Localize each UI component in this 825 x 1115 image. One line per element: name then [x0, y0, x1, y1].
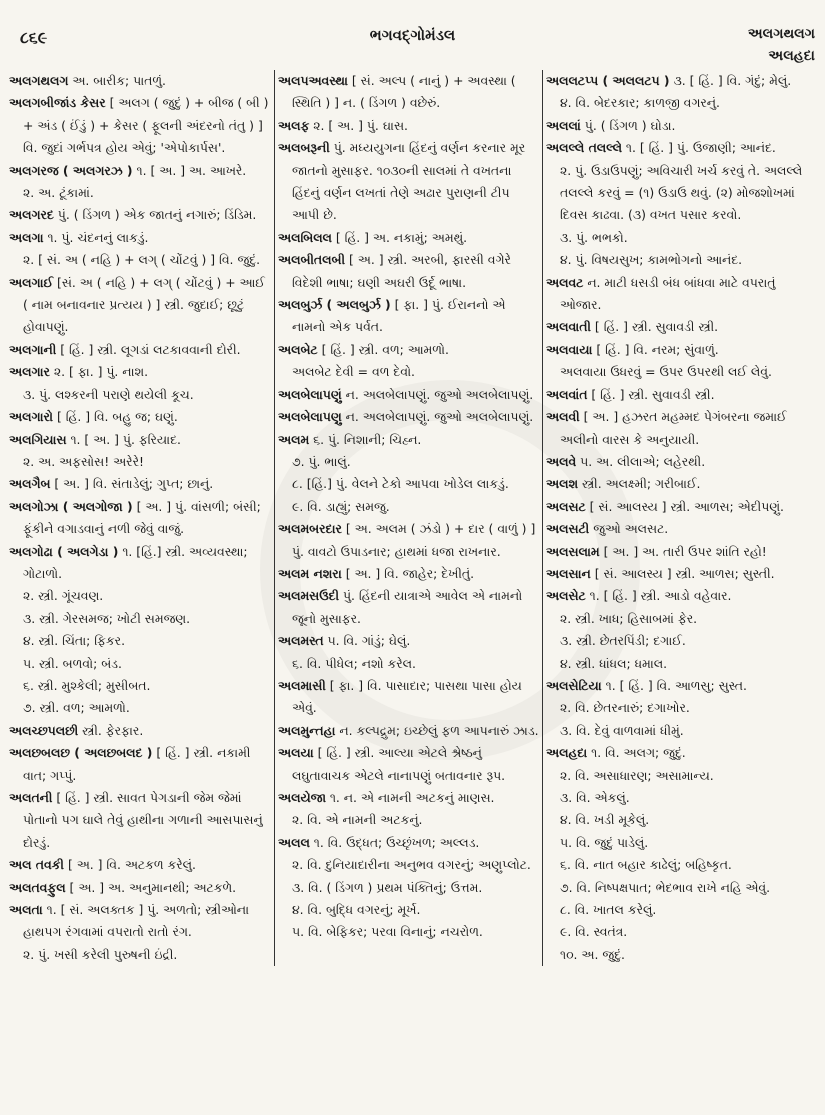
definition: ૧. [ સં. અલક્તક ] પું. અળતો; સ્ત્રીઓના હાથપગ રંગવામાં વપરાતો રાતો રંગ.: [23, 902, 250, 940]
entry-sense: [278, 899, 539, 921]
dictionary-entry: [278, 249, 539, 294]
dictionary-entry: [546, 496, 807, 518]
definition: ન. માટી ધસડી બંધ બાંધવા માટે વપરાતું ઓજાર.: [560, 274, 776, 313]
dictionary-entry: [546, 563, 807, 585]
definition: ૨. સ્ત્રી. ખાધ; હિસાબમાં ફેર.: [560, 610, 698, 626]
dictionary-entry: [9, 742, 271, 787]
definition: ૫. અ. લીલાએ; લહેરથી.: [580, 453, 706, 469]
headword: અલતા: [9, 902, 43, 918]
entry-sense: [278, 496, 539, 518]
dictionary-entry: [278, 227, 539, 249]
page-number: ૮૬૯: [20, 28, 48, 47]
definition: ૬. પું. નિશાની; ચિહ્ન.: [313, 431, 422, 447]
definition: ૮. વિ. ખાતલ કરેલું.: [560, 902, 657, 918]
headword: અલસાન: [546, 565, 591, 581]
definition: ૧૦. અ. જુદું.: [560, 946, 625, 962]
headword: અલવાયા: [546, 341, 593, 357]
headword: અલગબીજાંડ કેસર: [9, 95, 106, 111]
definition: [ અ. ] અ. અનુમાનથી; અટકળે.: [69, 879, 237, 895]
entry-sense: [546, 877, 807, 899]
guide-word-first: અલગથલગ: [747, 26, 815, 42]
headword: અલલટપ્પ ( અલલટપ ): [546, 73, 670, 88]
dictionary-entry: [9, 899, 271, 944]
headword: અલચ્છપલછી: [9, 722, 79, 738]
headword: અલગાઈ: [9, 274, 54, 290]
headword: અલતવફુલ: [9, 879, 66, 895]
guide-word-last: અલહદા: [768, 48, 815, 64]
dictionary-entry: [9, 787, 271, 854]
headword: અલગોઝા ( અલગોજા ): [9, 498, 133, 514]
dictionary-entry: [546, 115, 807, 137]
headword: અલગરજ ( અલગરઝ ): [9, 162, 133, 178]
definition: [ અ. ] વિ. સંતાડેલું; ગુપ્ત; છાનું.: [54, 476, 214, 492]
entry-sense: [546, 944, 807, 966]
definition: [ ફા. ] વિ. પાસાદાર; પાસથા પાસા હોય એવું.: [292, 677, 522, 716]
dictionary-entry: [278, 832, 539, 854]
headword: અલયા: [278, 745, 314, 761]
entry-sense: [546, 720, 807, 742]
dictionary-entry: [278, 406, 539, 428]
entry-sense: [278, 473, 539, 495]
definition: પું. ( ડિંગળ ) એક જાતનું નગારું; ડિંડિમ.: [57, 207, 257, 223]
entry-sense: [278, 809, 539, 831]
definition: ૫. વિ. ગાંડું; ઘેલું.: [327, 633, 411, 649]
dictionary-entry: [278, 630, 539, 652]
headword: અલગોઢા ( અલગેડા ): [9, 543, 119, 559]
definition: ૨. પું. ઉડાઉપણું; અવિચારી ખર્ચ કરવું તે. અલલ્લે તલલ્લે કરવું = (૧) ઉડાઉ થવું. (૨) મોજશોખમાં દિવસ કાઢવા. (૩) વખત પસાર કરવો.: [560, 162, 803, 223]
entry-sense: [546, 899, 807, 921]
definition: ૧. ન. એ નામની અટકનું માણસ.: [329, 790, 495, 805]
column-3: [542, 70, 810, 966]
dictionary-entry: [9, 339, 271, 361]
entry-sense: [546, 765, 807, 787]
definition: ૨. વિ. દુનિયાદારીના અનુભવ વગરનું; અણુપ્લોટ.: [292, 857, 531, 873]
definition: ૧. [ હિં. ] વિ. આળસુ; સુસ્ત.: [605, 677, 747, 693]
headword: અલછબલછ ( અલછબલદ ): [9, 745, 153, 761]
headword: અલવાંત: [546, 386, 588, 402]
headword: અલબીતલબી: [278, 252, 346, 268]
definition: [ અ. ] વિ. અટકળ કરેલું.: [67, 857, 196, 873]
headword: અલવટ: [546, 274, 584, 290]
headword: અલસેટિયા: [546, 677, 602, 693]
dictionary-entry: [278, 384, 539, 406]
definition: સ્ત્રી. અલક્ષ્મી; ગરીબાઈ.: [581, 476, 701, 492]
definition: [ હિં. ] સ્ત્રી. સાવત પેગડાની જેમ જેમાં પોતાનો પગ ઘાલે તેવું હાથીના ગળાની આસપાસનું દોરડું.: [23, 790, 263, 850]
headword: અલમાસી: [278, 677, 326, 693]
entry-sense: [546, 227, 807, 249]
headword: અલમસઉદી: [278, 588, 340, 604]
definition: [ હિં. ] સ્ત્રી. વળ; આમળો.: [321, 341, 449, 357]
definition: ૩. [ હિં. ] વિ. ગંદું; મેલું.: [673, 73, 792, 88]
headword: અલવી: [546, 409, 580, 425]
headword: અલગૈબ: [9, 476, 51, 492]
headword: અલલાં: [546, 117, 581, 133]
definition: ૪. વિ. ખડી મૂકેલું.: [560, 812, 650, 828]
definition: ૫. સ્ત્રી. બળવો; બંડ.: [23, 655, 122, 671]
definition: ૭. સ્ત્રી. વળ; આમળો.: [23, 700, 130, 716]
definition: ૨. વિ. એ નામની અટકનું.: [292, 812, 423, 828]
dictionary-entry: [278, 70, 539, 115]
definition: [સં. અ ( નહિ ) + લગ્ ( ચોંટવું ) + આઈ ( નામ બનાવનાર પ્રત્યય ) ] સ્ત્રી. જુદાઈ; છૂટું હોવાપણું.: [23, 274, 265, 335]
entry-sense: [9, 608, 271, 630]
definition: ૬. સ્ત્રી. મુશ્કેલી; મુસીબત.: [23, 677, 151, 693]
definition: ન. કલ્પદ્રુમ; ઇચ્છેલું ફળ આપનારું ઝાડ.: [339, 722, 539, 738]
entry-sense: [9, 630, 271, 652]
entry-sense: [9, 675, 271, 697]
headword: અલસલામ: [546, 543, 600, 559]
column-1: [6, 70, 274, 966]
definition: [ અલગ ( જુદું ) + બીજ ( બી ) + અંડ ( ઈંડું ) + કેસર ( ફૂલની અંદરનો તંતુ ) ] વિ. જુદાં ગર્ભપત્ર હોય એવું; 'એપોકાર્પસ'.: [23, 95, 269, 156]
definition: [ અ. ] વિ. જાહેર; દેખીતું.: [345, 565, 475, 581]
headword: અલલ: [278, 834, 310, 850]
dictionary-entry: [9, 160, 271, 182]
entry-sense: [546, 653, 807, 675]
definition: ૩. સ્ત્રી. છેતરપિંડી; દગાઈ.: [560, 633, 686, 649]
entry-sense: [9, 451, 271, 473]
dictionary-entry: [278, 563, 539, 585]
headword: અલગરદ: [9, 207, 54, 223]
definition: સ્ત્રી. ફેરફાર.: [82, 722, 144, 738]
dictionary-entry: [9, 70, 271, 92]
dictionary-entry: [546, 137, 807, 159]
definition: ૧. [ અ. ] પું. ફરિયાદ.: [70, 431, 181, 447]
headword: અલલ્લે તલલ્લે: [546, 140, 622, 156]
entry-sense: [546, 809, 807, 831]
entry-sense: [278, 451, 539, 473]
definition: [ હિં. ] સ્ત્રી. સુવાવડી સ્ત્રી.: [594, 319, 719, 335]
dictionary-entry: [546, 272, 807, 317]
entry-sense: [546, 697, 807, 719]
dictionary-entry: [546, 316, 807, 338]
headword: અલમ નશરા: [278, 565, 342, 581]
entry-sense: [546, 608, 807, 630]
entry-sense: [278, 653, 539, 675]
entry-sense: [546, 832, 807, 854]
dictionary-entry: [9, 473, 271, 495]
definition: [ હિં. ] સ્ત્રી. આલ્યા એટલે શ્રેષ્ઠનું લઘુતાવાચક એટલે નાનાપણું બતાવનાર રૂપ.: [292, 745, 506, 783]
definition: જુઓ અલસટ.: [593, 521, 669, 537]
headword: અલમબરદાર: [278, 521, 342, 537]
definition: ૪. પું. વિષયસુખ; કામભોગનો આનંદ.: [560, 252, 743, 268]
entry-sense: [278, 361, 539, 383]
dictionary-entry: [9, 877, 271, 899]
entry-sense: [546, 160, 807, 227]
definition: ૯. વિ. સ્વતંત્ર.: [560, 924, 628, 940]
headword: અલસટી: [546, 521, 590, 537]
entry-sense: [278, 854, 539, 876]
definition: ૧. પું. ચંદનનું લાકડું.: [47, 229, 149, 245]
headword: અલબેલાપણું: [278, 386, 342, 402]
definition: [ અ. ] સ્ત્રી. અરબી, ફારસી વગેરે વિદેશી ભાષા; ઘણી અઘરી ઉર્દૂ ભાષા.: [292, 252, 511, 290]
entry-sense: [278, 877, 539, 899]
headword: અલમુન્તહા: [278, 722, 336, 738]
entry-sense: [546, 854, 807, 876]
definition: [ અ. ] અ. તારી ઉપર શાંતિ રહો!: [603, 543, 767, 559]
dictionary-entry: [278, 787, 539, 809]
headword: અલગારો: [9, 409, 54, 425]
definition: [ સં. આલસ્ય ] સ્ત્રી. આળસ; સુસ્તી.: [594, 565, 775, 581]
headword: અલ તવકી: [9, 857, 64, 873]
dictionary-entry: [278, 137, 539, 227]
definition: ૨. વિ. છેતરનારું; દગાખોર.: [560, 700, 690, 716]
column-2: [274, 70, 542, 966]
dictionary-entry: [278, 294, 539, 339]
definition: અલબેટ દેવી = વળ દેવો.: [292, 364, 415, 380]
definition: [ હિં. ] સ્ત્રી. લૂગડાં લટકાવવાની દોરી.: [60, 341, 241, 357]
definition: ૩. વિ. ( ડિંગળ ) પ્રથમ પંક્તિનું; ઉત્તમ.: [292, 879, 483, 895]
entry-sense: [278, 921, 539, 943]
headword: અલગા: [9, 229, 44, 245]
dictionary-entry: [546, 451, 807, 473]
entry-sense: [546, 630, 807, 652]
dictionary-entry: [9, 227, 271, 249]
dictionary-entry: [546, 742, 807, 764]
definition: ૨. [ ફા. ] પું. નાશ.: [53, 364, 149, 380]
headword: અલહદા: [546, 745, 588, 761]
dictionary-entry: [546, 473, 807, 495]
dictionary-entry: [9, 92, 271, 159]
definition: ૨. અ. અફસોસ! અરેરે!: [23, 453, 144, 469]
definition: ૩. વિ. દેવું વાળવામાં ધીમું.: [560, 722, 684, 738]
definition: [ સં. આલસ્ય ] સ્ત્રી. આળસ; એદીપણું.: [589, 498, 784, 514]
definition: ૧. [ હિં. ] પું. ઉજાણી; આનંદ.: [625, 140, 776, 156]
dictionary-entry: [278, 585, 539, 630]
dictionary-entry: [546, 339, 807, 361]
headword: અલબેટ: [278, 341, 318, 357]
definition: પું. ( ડિંગળ ) ઘોડા.: [584, 117, 676, 133]
dictionary-entry: [546, 585, 807, 607]
dictionary-entry: [9, 429, 271, 451]
definition: અ. બારીક; પાતળું.: [72, 73, 167, 88]
entry-sense: [9, 585, 271, 607]
dictionary-columns: [6, 70, 821, 966]
headword: અલગાર: [9, 364, 50, 380]
dictionary-entry: [546, 541, 807, 563]
headword: અલયેજા: [278, 790, 326, 805]
definition: અલવાયા ઉધરવું = ઉપર ઉપરથી લઈ લેવું.: [560, 364, 772, 380]
headword: અલગાની: [9, 341, 57, 357]
headword: અલબિલલ: [278, 229, 332, 245]
dictionary-entry: [278, 675, 539, 720]
entry-sense: [9, 653, 271, 675]
dictionary-entry: [278, 429, 539, 451]
definition: [ અ. ] પું. વાંસળી; બંસી; ફૂંકીને વગાડવાનું નળી જેવું વાજું.: [23, 498, 261, 537]
dictionary-entry: [9, 496, 271, 541]
definition: ૩. વિ. એકલું.: [560, 790, 630, 805]
definition: ૬. વિ. પીધેલ; નશો કરેલ.: [292, 655, 416, 671]
entry-sense: [9, 697, 271, 719]
definition: ૬. વિ. નાત બહાર કાઢેલું; બહિષ્કૃત.: [560, 857, 732, 873]
definition: ન. અલબેલાપણું. જુઓ અલબેલાપણું.: [345, 409, 534, 425]
headword: અલપઅવસ્થા: [278, 73, 348, 88]
headword: અલબરૂની: [278, 140, 330, 156]
page-title: ભગવદ્ગોમંડલ: [369, 26, 456, 44]
definition: [ હિં. ] વિ. બહુ જ; ઘણું.: [56, 409, 178, 425]
headword: અલગથલગ: [9, 73, 69, 88]
headword: અલગિયાસ: [9, 431, 67, 447]
definition: [ હિં. ] અ. નકામું; અમથું.: [335, 229, 468, 245]
headword: અલબુર્ઝ ( અલબુર્ઝ ): [278, 297, 391, 313]
headword: અલસેટ: [546, 588, 586, 604]
dictionary-entry: [546, 675, 807, 697]
definition: ૭. પું. ભાલું.: [292, 453, 351, 469]
definition: ૧. [ હિં. ] સ્ત્રી. આડો વહેવાર.: [589, 588, 732, 604]
definition: ૩. સ્ત્રી. ગેરસમજ; ખોટી સમજણ.: [23, 610, 191, 626]
definition: [ અ. ] હઝરત મહમ્મદ પેગંબરના જમાઈ અલીનો વારસ કે અનુયાયી.: [560, 409, 787, 447]
definition: ૫. વિ. જુદું પાડેલું.: [560, 834, 649, 850]
definition: [ હિં. ] વિ. નરમ; સુંવાળું.: [596, 341, 719, 357]
entry-sense: [9, 182, 271, 204]
headword: અલમસ્ત: [278, 633, 324, 649]
definition: ૪. વિ. બેદરકાર; કાળજી વગરનું.: [560, 95, 720, 111]
definition: ૨. પું. ખસી કરેલી પુરુષની ઇંદ્રી.: [23, 946, 178, 962]
dictionary-entry: [9, 361, 271, 383]
dictionary-entry: [9, 272, 271, 339]
dictionary-entry: [9, 204, 271, 226]
dictionary-entry: [278, 720, 539, 742]
definition: ૩. પું. લશ્કરની પરાણે થયેલી કૂચ.: [23, 386, 194, 402]
definition: ૩. પું. ભભકો.: [560, 229, 628, 245]
definition: ૮. [હિં.] પું. વેલને ટેકો આપવા ખોડેલ લાકડું.: [292, 476, 509, 492]
definition: [ હિં. ] સ્ત્રી. સુવાવડી સ્ત્રી.: [591, 386, 715, 402]
headword: અલવાતી: [546, 319, 591, 335]
dictionary-entry: [9, 541, 271, 586]
definition: [ અ. અલમ ( ઝંડો ) + દાર ( વાળું ) ] પું. વાવટો ઉપાડનાર; હાથમાં ધજા રાખનાર.: [292, 521, 536, 559]
definition: [ સં. અલ્પ ( નાનું ) + અવસ્થા ( સ્થિતિ ) ] ન. ( ડિંગળ ) વછેરું.: [292, 73, 516, 111]
headword: અલશ: [546, 476, 578, 492]
headword: અલફ: [278, 117, 310, 133]
definition: ૧. વિ. અલગ; જુદું.: [591, 745, 686, 761]
definition: ૪. સ્ત્રી. ચિંતા; ફિકર.: [23, 633, 126, 649]
entry-sense: [546, 361, 807, 383]
definition: ૧. [હિં.] સ્ત્રી. અવ્યવસ્થા; ગોટાળો.: [23, 543, 248, 581]
definition: ૨. [ સં. અ ( નહિ ) + લગ્ ( ચોંટવું ) ] વિ. જુદું.: [23, 252, 261, 268]
definition: ૯. વિ. ડાહ્યું; સમજુ.: [292, 498, 390, 514]
entry-sense: [546, 92, 807, 114]
dictionary-entry: [546, 384, 807, 406]
definition: ન. અલબેલાપણું. જુઓ અલબેલાપણું.: [345, 386, 534, 402]
definition: [ ફા. ] પું. ઈરાનનો એ નામનો એક પર્વત.: [292, 297, 506, 335]
dictionary-entry: [278, 339, 539, 361]
definition: ૫. વિ. બેફિકર; પરવા વિનાનું; નચરોળ.: [292, 924, 483, 940]
definition: ૪. વિ. બુદ્ધિ વગરનું; મૂર્ખ.: [292, 902, 421, 918]
definition: ૨. વિ. અસાધારણ; અસામાન્ય.: [560, 767, 714, 783]
definition: [ હિં. ] સ્ત્રી. નકામી વાત; ગપ્પું.: [23, 745, 251, 783]
dictionary-entry: [278, 742, 539, 787]
definition: ૪. સ્ત્રી. ધાંધલ; ધમાલ.: [560, 655, 668, 671]
definition: ૧. [ અ. ] અ. આખરે.: [136, 162, 247, 178]
definition: ૭. વિ. નિષ્પક્ષપાત; ભેદભાવ રાખે નહિ એવું.: [560, 879, 771, 895]
headword: અલવે: [546, 453, 577, 469]
headword: અલબેલાપણુ: [278, 409, 342, 425]
definition: ૨. [ અ. ] પું. ઘાસ.: [313, 117, 408, 133]
entry-sense: [9, 249, 271, 271]
entry-sense: [546, 921, 807, 943]
entry-sense: [9, 944, 271, 966]
entry-sense: [9, 384, 271, 406]
definition: પું. મધ્યયુગના હિંદનું વર્ણન કરનાર મૂર જાતનો મુસાફર. ૧૦૩૦ની સાલમાં તે વખતના હિંદનું વર્ણન લખતાં તેણે અઢાર પુરાણની ટીપ આપી છે.: [292, 140, 526, 223]
headword: અલતની: [9, 790, 53, 805]
dictionary-entry: [9, 720, 271, 742]
definition: પું. હિંદની યાત્રાએ આવેલ એ નામનો જૂનો મુસાફર.: [292, 588, 523, 626]
dictionary-entry: [546, 406, 807, 451]
entry-sense: [546, 787, 807, 809]
dictionary-entry: [546, 518, 807, 540]
dictionary-entry: [278, 115, 539, 137]
headword: અલસટ: [546, 498, 586, 514]
definition: ૨. સ્ત્રી. ગૂંચવણ.: [23, 588, 104, 604]
dictionary-entry: [9, 406, 271, 428]
entry-sense: [546, 249, 807, 271]
definition: ૨. અ. ટૂંકામાં.: [23, 185, 94, 201]
dictionary-entry: [546, 70, 807, 92]
headword: અલમ: [278, 431, 310, 447]
dictionary-entry: [278, 518, 539, 563]
definition: ૧. વિ. ઉદ્ધત; ઉચ્છૃંખળ; અલ્લડ.: [313, 834, 480, 850]
dictionary-entry: [9, 854, 271, 876]
